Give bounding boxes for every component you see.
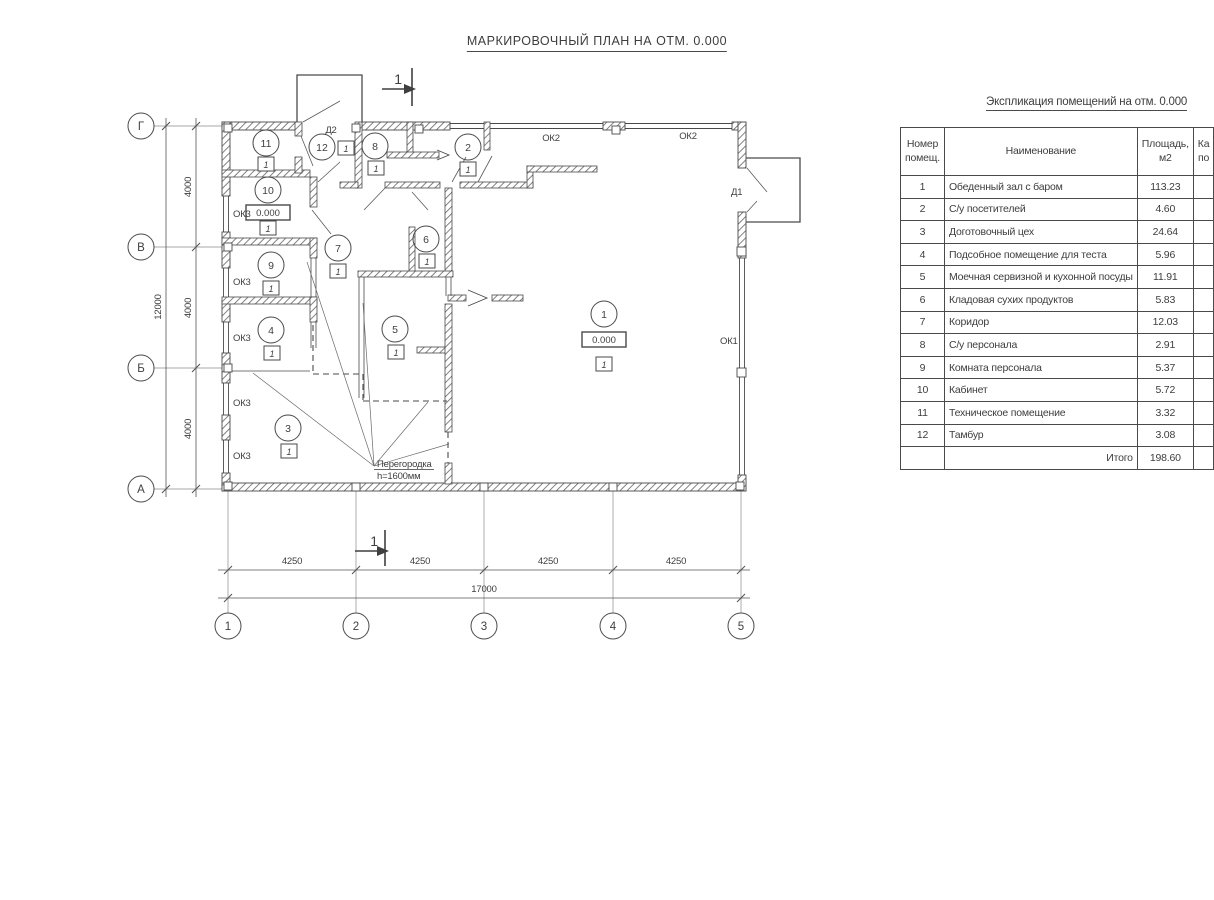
cell-room-number: 2 — [901, 198, 945, 221]
axis-label-1: 1 — [224, 621, 232, 633]
explication-title: Экспликация помещений на отм. 0.000 — [986, 96, 1187, 111]
section-number: 1 — [394, 71, 402, 87]
room-number: 5 — [392, 324, 398, 336]
room-number: 2 — [465, 142, 471, 154]
table-row — [901, 198, 1214, 221]
cell-room-number: 11 — [901, 401, 945, 424]
explication-table — [900, 127, 1214, 470]
door-label-d2: Д2 — [325, 125, 337, 136]
dim-total-bottom: 17000 — [471, 584, 497, 595]
floor-mark: 1 — [335, 267, 341, 277]
dim-bottom-segment: 4250 — [537, 556, 559, 567]
column-marks — [224, 124, 746, 491]
table-row — [901, 334, 1214, 357]
header-clipped-column: Ка по — [1193, 128, 1214, 176]
cell-room-name: Коридор — [944, 311, 1137, 334]
cell-room-number: 12 — [901, 424, 945, 447]
dim-bottom-segment: 4250 — [409, 556, 431, 567]
table-row — [901, 243, 1214, 266]
cell-room-area: 5.72 — [1137, 379, 1193, 402]
room-number: 9 — [268, 260, 274, 272]
dimension-lines — [162, 118, 750, 602]
cell-room-area: 3.32 — [1137, 401, 1193, 424]
total-label: Итого — [944, 447, 1137, 470]
room-number: 6 — [423, 234, 429, 246]
floor-mark: 1 — [265, 224, 271, 234]
room-number: 1 — [601, 309, 607, 321]
cell-room-number: 1 — [901, 176, 945, 199]
cell-clipped — [1193, 288, 1214, 311]
cell-room-name: Кладовая сухих продуктов — [944, 288, 1137, 311]
axis-label-4: 4 — [609, 621, 617, 633]
cell-room-name: Моечная сервизной и кухонной посуды — [944, 266, 1137, 289]
cell-room-number: 10 — [901, 379, 945, 402]
axis-label-3: 3 — [480, 621, 488, 633]
cell-room-number: 4 — [901, 243, 945, 266]
cell-empty — [901, 447, 945, 470]
partition-note-line1: Перегородка — [377, 459, 432, 470]
cell-room-area: 5.96 — [1137, 243, 1193, 266]
floor-mark: 1 — [393, 348, 399, 358]
room-number: 10 — [262, 185, 274, 197]
window-label-ok3: ОК3 — [233, 277, 251, 288]
cell-room-name: Техническое помещение — [944, 401, 1137, 424]
dim-bottom-segment: 4250 — [665, 556, 687, 567]
section-mark-bottom — [355, 530, 389, 566]
cell-room-name: С/у персонала — [944, 334, 1137, 357]
dim-total-left: 12000 — [153, 294, 164, 320]
floor-mark: 1 — [424, 257, 430, 267]
cell-clipped — [1193, 243, 1214, 266]
table-row — [901, 221, 1214, 244]
thin-partitions — [230, 258, 451, 398]
floor-mark: 1 — [263, 160, 269, 170]
table-total-row — [901, 447, 1214, 470]
room-number: 11 — [260, 138, 272, 150]
axis-label-v: В — [137, 242, 145, 254]
cell-room-area: 12.03 — [1137, 311, 1193, 334]
axis-label-2: 2 — [352, 621, 360, 633]
axis-label-a: А — [137, 484, 145, 496]
floor-mark: 1 — [268, 284, 274, 294]
floor-mark: 1 — [269, 349, 275, 359]
cell-room-area: 5.37 — [1137, 356, 1193, 379]
cell-room-area: 113.23 — [1137, 176, 1193, 199]
cell-room-area: 3.08 — [1137, 424, 1193, 447]
cell-room-name: Доготовочный цех — [944, 221, 1137, 244]
cell-room-number: 5 — [901, 266, 945, 289]
cell-room-number: 7 — [901, 311, 945, 334]
cell-clipped — [1193, 266, 1214, 289]
cell-room-number: 3 — [901, 221, 945, 244]
cell-room-number: 8 — [901, 334, 945, 357]
cell-clipped — [1193, 379, 1214, 402]
table-row — [901, 176, 1214, 199]
window-label-ok3: ОК3 — [233, 451, 251, 462]
room-number: 7 — [335, 243, 341, 255]
door-label-d1: Д1 — [731, 187, 743, 198]
room-number: 8 — [372, 141, 378, 153]
cell-room-area: 11.91 — [1137, 266, 1193, 289]
window-label-ok3: ОК3 — [233, 333, 251, 344]
room-number: 4 — [268, 325, 274, 337]
cell-room-name: Кабинет — [944, 379, 1137, 402]
partition-note-line2: h=1600мм — [377, 471, 421, 482]
floor-mark: 1 — [465, 165, 471, 175]
floor-mark: 1 — [343, 144, 349, 154]
cell-room-area: 2.91 — [1137, 334, 1193, 357]
section-mark-top — [382, 68, 416, 106]
table-row — [901, 311, 1214, 334]
table-header-row — [901, 128, 1214, 176]
section-number: 1 — [370, 533, 378, 549]
table-row — [901, 379, 1214, 402]
page-title: МАРКИРОВОЧНЫЙ ПЛАН НА ОТМ. 0.000 — [467, 34, 727, 52]
cell-room-name: Тамбур — [944, 424, 1137, 447]
cell-room-name: Обеденный зал с баром — [944, 176, 1137, 199]
header-room-number: Номер помещ. — [901, 128, 945, 176]
low-partitions-dashed — [313, 325, 448, 463]
dim-left-segment: 4000 — [183, 176, 194, 198]
cell-clipped — [1193, 356, 1214, 379]
floor-mark: 1 — [373, 164, 379, 174]
window-label-ok2: ОК2 — [542, 133, 560, 144]
table-row — [901, 288, 1214, 311]
cell-room-area: 24.64 — [1137, 221, 1193, 244]
table-row — [901, 401, 1214, 424]
window-label-ok3: ОК3 — [233, 209, 251, 220]
cell-clipped — [1193, 401, 1214, 424]
floor-mark: 1 — [601, 360, 607, 370]
total-value: 198.60 — [1137, 447, 1193, 470]
cell-room-name: Комната персонала — [944, 356, 1137, 379]
header-room-name: Наименование — [944, 128, 1137, 176]
cell-clipped — [1193, 198, 1214, 221]
cell-clipped — [1193, 447, 1214, 470]
room-number: 12 — [316, 142, 328, 154]
cell-clipped — [1193, 424, 1214, 447]
cell-room-area: 5.83 — [1137, 288, 1193, 311]
cell-room-number: 9 — [901, 356, 945, 379]
cell-clipped — [1193, 221, 1214, 244]
table-row — [901, 424, 1214, 447]
window-label-ok1: ОК1 — [720, 336, 738, 347]
floor-mark: 1 — [286, 447, 292, 457]
level-mark: 0.000 — [256, 208, 280, 219]
axis-label-5: 5 — [737, 621, 745, 633]
window-label-ok2: ОК2 — [679, 131, 697, 142]
cell-clipped — [1193, 311, 1214, 334]
cell-room-name: Подсобное помещение для теста — [944, 243, 1137, 266]
cell-room-number: 6 — [901, 288, 945, 311]
cell-room-name: С/у посетителей — [944, 198, 1137, 221]
dim-left-segment: 4000 — [183, 418, 194, 440]
header-room-area: Площадь, м2 — [1137, 128, 1193, 176]
cell-clipped — [1193, 334, 1214, 357]
axis-label-g: Г — [137, 121, 145, 133]
cell-room-area: 4.60 — [1137, 198, 1193, 221]
internal-walls — [222, 122, 597, 484]
table-row — [901, 356, 1214, 379]
level-mark: 0.000 — [592, 335, 616, 346]
window-label-ok3: ОК3 — [233, 398, 251, 409]
room-number: 3 — [285, 423, 291, 435]
cell-clipped — [1193, 176, 1214, 199]
axis-label-b: Б — [137, 363, 145, 375]
dim-left-segment: 4000 — [183, 297, 194, 319]
table-row — [901, 266, 1214, 289]
dim-bottom-segment: 4250 — [281, 556, 303, 567]
